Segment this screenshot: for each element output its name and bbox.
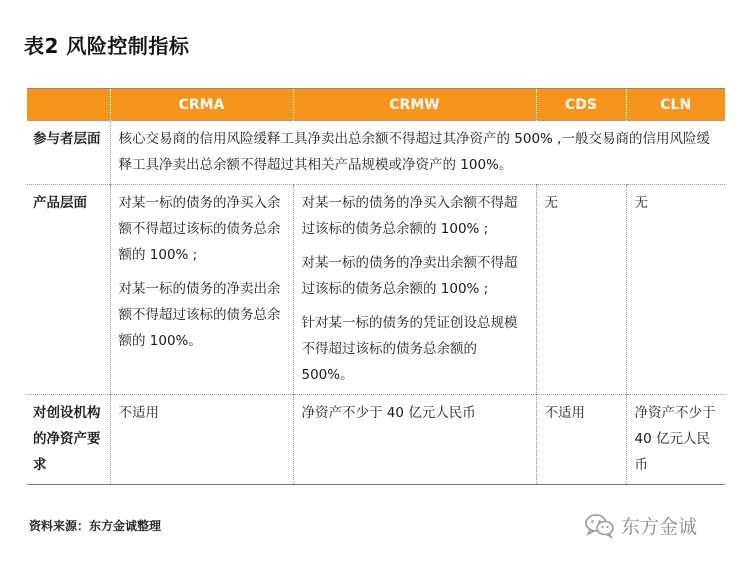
cell-paragraph: 针对某一标的债务的凭证创设总规模不得超过该标的债务总余额的 500%。	[301, 315, 518, 383]
cell-paragraph: 对某一标的债务的净卖出余额不得超过该标的债务总余额的 100% ;	[301, 255, 518, 297]
cell-capital-crma: 不适用	[110, 395, 293, 485]
cell-paragraph: 对某一标的债务的净买入余额不得超过该标的债务总余额的 100% ;	[301, 195, 518, 237]
wechat-icon	[585, 513, 615, 539]
cell-product-crmw	[293, 185, 536, 395]
cell-capital-cln: 净资产不少于 40 亿元人民币	[626, 395, 725, 485]
cell-product-crma	[110, 185, 293, 395]
cell-participant-merged: 核心交易商的信用风险缓释工具净卖出总余额不得超过其净资产的 500% ,一般交易商的信用风险缓释工具净卖出总余额不得超过其相关产品规模或净资产的 100%。	[110, 121, 725, 185]
row-label-capital: 对创设机构的净资产要求	[27, 395, 110, 485]
cell-product-cds: 无	[536, 185, 626, 395]
header-cln: CLN	[626, 89, 725, 121]
risk-control-table	[27, 88, 725, 485]
table-title: 表2 风险控制指标	[24, 34, 190, 58]
row-label-participant: 参与者层面	[27, 121, 110, 185]
source-note: 资料来源：东方金诚整理	[29, 519, 162, 533]
header-crmw: CRMW	[293, 89, 536, 121]
cell-capital-crmw: 净资产不少于 40 亿元人民币	[293, 395, 536, 485]
header-empty	[27, 89, 110, 121]
table-row	[27, 121, 725, 185]
table-header-row	[27, 89, 725, 121]
table-row	[27, 395, 725, 485]
cell-capital-cds: 不适用	[536, 395, 626, 485]
cell-paragraph: 对某一标的债务的净卖出余额不得超过该标的债务总余额的 100%。	[118, 281, 281, 349]
cell-product-cln: 无	[626, 185, 725, 395]
row-label-product: 产品层面	[27, 185, 110, 395]
brand-watermark	[585, 512, 697, 539]
cell-paragraph: 对某一标的债务的净买入余额不得超过该标的债务总余额的 100% ;	[118, 195, 281, 263]
table-row	[27, 185, 725, 395]
header-crma: CRMA	[110, 89, 293, 121]
brand-name: 东方金诚	[621, 516, 698, 538]
header-cds: CDS	[536, 89, 626, 121]
